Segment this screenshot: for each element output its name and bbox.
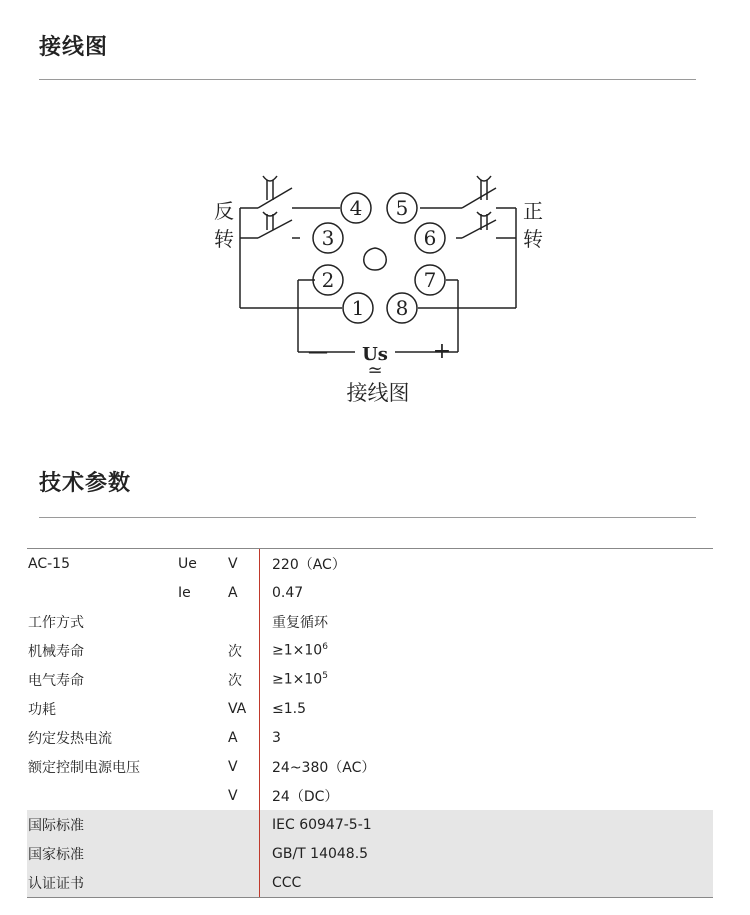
spec-name-cell-text: 额定控制电源电压 (28, 759, 140, 776)
spec-value-cell-text: 3 (272, 729, 281, 746)
terminal-2: 2 (321, 268, 335, 292)
table-row (27, 578, 713, 607)
spec-unit-cell (228, 868, 260, 898)
terminal-5: 5 (395, 196, 409, 220)
spec-value-exponent: 5 (322, 671, 328, 682)
spec-value-cell (260, 636, 714, 665)
spec-value-exponent: 6 (322, 642, 328, 653)
terminal-1: 1 (351, 296, 365, 320)
spec-symbol-cell (178, 694, 228, 723)
spec-value-cell (260, 810, 714, 839)
spec-name-cell (27, 752, 178, 781)
spec-value-cell (260, 578, 714, 607)
reverse-label-2: 转 (214, 227, 234, 251)
specs-table (27, 548, 713, 898)
table-row (27, 694, 713, 723)
table-row (27, 810, 713, 839)
spec-name-cell-text: 工作方式 (28, 614, 84, 631)
spec-name-cell-text: 认证证书 (28, 875, 84, 892)
spec-symbol-cell-text: Ue (178, 555, 197, 572)
spec-symbol-cell (178, 839, 228, 868)
spec-value-cell-text: 220（AC） (272, 556, 346, 573)
spec-symbol-cell (178, 781, 228, 810)
spec-value-cell-text: 24（DC） (272, 788, 339, 805)
spec-symbol-cell (178, 636, 228, 665)
spec-symbol-cell (178, 723, 228, 752)
spec-name-cell-text: 功耗 (28, 701, 56, 718)
terminal-6: 6 (423, 226, 437, 250)
spec-name-cell-text: 电气寿命 (28, 672, 84, 689)
wiring-section-title: 接线图 (39, 35, 109, 60)
spec-name-cell (27, 810, 178, 839)
specs-section-title: 技术参数 (39, 471, 132, 496)
spec-unit-cell (228, 607, 260, 636)
spec-name-cell (27, 694, 178, 723)
supply-loop (298, 248, 458, 352)
spec-value-cell (260, 868, 714, 898)
wiring-section-divider (39, 79, 696, 80)
spec-name-cell (27, 781, 178, 810)
spec-name-cell-text: 国际标准 (28, 817, 84, 834)
table-row (27, 781, 713, 810)
table-row (27, 839, 713, 868)
ac-dc-symbol: ≃ (367, 360, 383, 381)
spec-unit-cell (228, 665, 260, 694)
table-row (27, 665, 713, 694)
spec-value-cell (260, 607, 714, 636)
table-row (27, 607, 713, 636)
table-row (27, 549, 713, 579)
terminal-4: 4 (349, 196, 363, 220)
spec-name-cell-text: 国家标准 (28, 846, 84, 863)
terminal-7: 7 (423, 268, 437, 292)
spec-symbol-cell (178, 752, 228, 781)
spec-value-cell-text: 24~380（AC） (272, 759, 376, 776)
spec-unit-cell-text: V (228, 787, 238, 804)
spec-value-cell (260, 781, 714, 810)
specs-section-divider (39, 517, 696, 518)
spec-unit-cell (228, 839, 260, 868)
spec-value-cell-text: IEC 60947-5-1 (272, 816, 372, 833)
forward-label-1: 正 (523, 199, 543, 223)
spec-unit-cell-text: VA (228, 700, 247, 717)
spec-unit-cell-text: 次 (228, 672, 242, 689)
spec-symbol-cell (178, 665, 228, 694)
spec-value-cell (260, 839, 714, 868)
spec-value-cell-text: 重复循环 (272, 614, 328, 631)
spec-unit-cell (228, 810, 260, 839)
spec-unit-cell-text: V (228, 758, 238, 775)
diagram-caption: 接线图 (346, 381, 410, 405)
terminal-3: 3 (321, 226, 335, 250)
supply-voltage-label: Us (362, 344, 388, 365)
table-row (27, 752, 713, 781)
spec-value-cell (260, 752, 714, 781)
spec-value-cell-text: CCC (272, 874, 302, 891)
spec-name-cell (27, 549, 178, 579)
spec-name-cell-text: 机械寿命 (28, 643, 84, 660)
spec-symbol-cell (178, 868, 228, 898)
spec-unit-cell-text: V (228, 555, 238, 572)
spec-symbol-cell (178, 549, 228, 579)
spec-unit-cell (228, 636, 260, 665)
spec-value-cell-text: GB/T 14048.5 (272, 845, 369, 862)
spec-symbol-cell (178, 607, 228, 636)
spec-unit-cell (228, 723, 260, 752)
wiring-diagram (160, 140, 580, 415)
spec-value-cell-text: ≥1×10 (272, 642, 323, 659)
spec-name-cell (27, 665, 178, 694)
spec-name-cell-text: AC-15 (28, 555, 70, 572)
spec-symbol-cell (178, 578, 228, 607)
spec-name-cell (27, 839, 178, 868)
spec-unit-cell-text: A (228, 584, 238, 601)
table-row (27, 636, 713, 665)
spec-value-cell-text: 0.47 (272, 584, 304, 601)
table-row (27, 723, 713, 752)
spec-symbol-cell (178, 810, 228, 839)
spec-unit-cell-text: A (228, 729, 238, 746)
spec-name-cell-text: 约定发热电流 (28, 730, 112, 747)
spec-value-cell (260, 694, 714, 723)
spec-unit-cell (228, 781, 260, 810)
spec-unit-cell (228, 549, 260, 579)
spec-value-cell (260, 665, 714, 694)
spec-value-cell (260, 723, 714, 752)
spec-value-cell (260, 549, 714, 579)
terminal-circles (313, 193, 445, 323)
spec-name-cell (27, 636, 178, 665)
spec-unit-cell (228, 578, 260, 607)
spec-name-cell (27, 868, 178, 898)
minus-sign: — (308, 339, 328, 363)
spec-unit-cell (228, 752, 260, 781)
spec-unit-cell (228, 694, 260, 723)
spec-symbol-cell-text: Ie (178, 584, 191, 601)
spec-name-cell (27, 607, 178, 636)
spec-name-cell (27, 723, 178, 752)
forward-label-2: 转 (523, 227, 543, 251)
spec-unit-cell-text: 次 (228, 643, 242, 660)
spec-value-cell-text: ≤1.5 (272, 700, 306, 717)
reverse-label-1: 反 (214, 199, 234, 223)
table-row (27, 868, 713, 898)
plus-sign: + (432, 339, 452, 364)
terminal-8: 8 (395, 296, 409, 320)
spec-name-cell (27, 578, 178, 607)
spec-value-cell-text: ≥1×10 (272, 671, 323, 688)
